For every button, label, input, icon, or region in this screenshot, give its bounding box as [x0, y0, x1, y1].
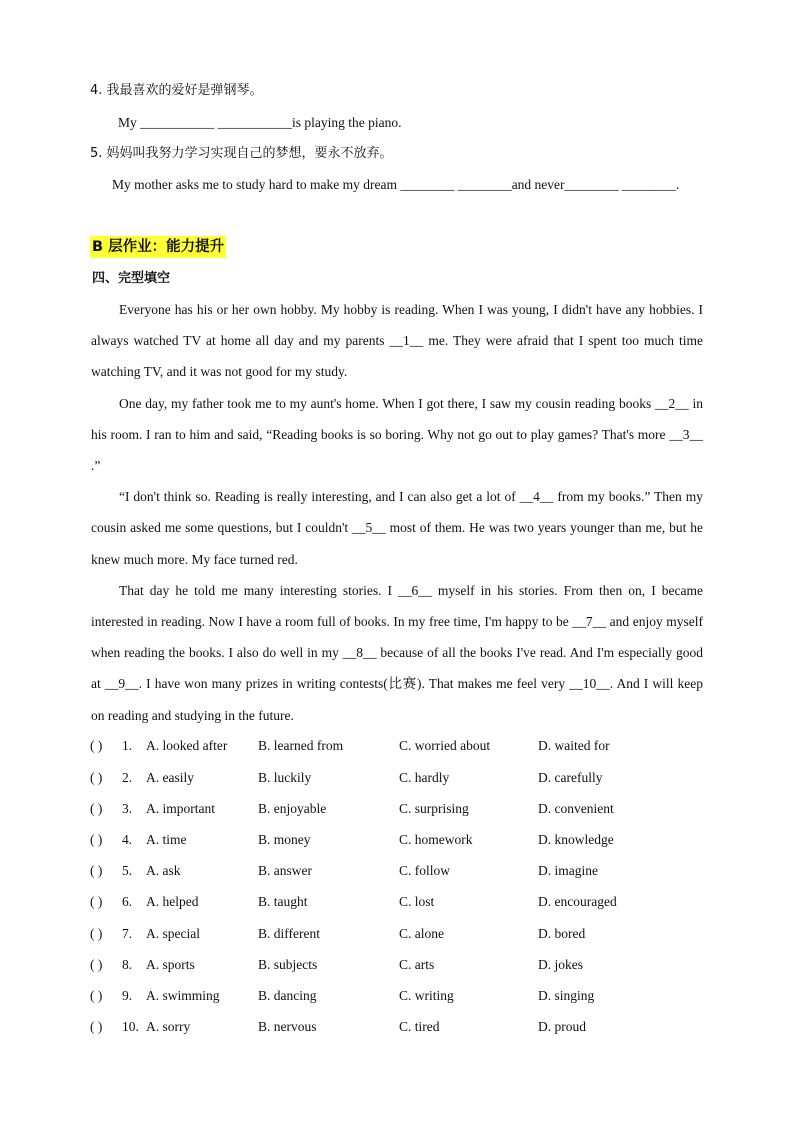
option-b: B. enjoyable: [258, 801, 327, 816]
option-b: B. luckily: [258, 770, 312, 785]
answer-blank[interactable]: ( ): [90, 988, 103, 1003]
option-a: A. sorry: [146, 1019, 191, 1034]
cloze-passage: [91, 294, 703, 731]
option-b: B. dancing: [258, 988, 317, 1003]
answer-blank[interactable]: ( ): [90, 926, 103, 941]
option-b: B. money: [258, 832, 311, 847]
option-c: C. homework: [399, 832, 473, 847]
option-c: C. hardly: [399, 770, 450, 785]
option-b: B. learned from: [258, 738, 344, 753]
option-b: B. subjects: [258, 957, 318, 972]
option-c: C. tired: [399, 1019, 440, 1034]
option-d: D. proud: [538, 1019, 586, 1034]
option-d: D. bored: [538, 926, 586, 941]
option-a: A. looked after: [146, 738, 228, 753]
section-heading-b: B 层作业：能力提升: [90, 236, 226, 258]
question-number: 2.: [122, 770, 133, 785]
option-a: A. ask: [146, 863, 181, 878]
passage-paragraph: Everyone has his or her own hobby. My hobby is reading. When I was young, I didn't have any hobbies. I always watched TV at home all day and my parents __1__ me. They were afraid that I spent too much time watching TV, and it was not good for my study.: [91, 302, 703, 380]
passage-paragraph: That day he told me many interesting stories. I __6__ myself in his stories. From then on, I became interested in reading. Now I have a room full of books. In my free time, I'm happy to be __7__ and enjoy myself when reading the books. I also do well in my __8__ because of all the books I've read. And I'm especially good at __9__. I have won many prizes in writing contests(比赛). That makes me feel very __10__. And I will keep on reading and studying in the future.: [91, 582, 703, 723]
question-number: 3.: [122, 801, 133, 816]
option-c: C. follow: [399, 863, 451, 878]
option-b: B. answer: [258, 863, 312, 878]
option-d: D. waited for: [538, 738, 610, 753]
question-number: 7.: [122, 926, 133, 941]
answer-blank[interactable]: ( ): [90, 801, 103, 816]
option-a: A. easily: [146, 770, 194, 785]
option-d: D. jokes: [538, 957, 583, 972]
option-d: D. knowledge: [538, 832, 614, 847]
question-number: 4.: [122, 832, 133, 847]
option-d: D. singing: [538, 988, 595, 1003]
translation-item-5-chinese: 5. 妈妈叫我努力学习实现自己的梦想，要永不放弃。: [90, 146, 393, 161]
question-number: 5.: [122, 863, 133, 878]
option-a: A. time: [146, 832, 187, 847]
option-c: C. writing: [399, 988, 454, 1003]
answer-blank[interactable]: ( ): [90, 957, 103, 972]
option-a: A. helped: [146, 894, 199, 909]
question-number: 9.: [122, 988, 133, 1003]
question-number: 6.: [122, 894, 133, 909]
option-a: A. special: [146, 926, 200, 941]
option-b: B. different: [258, 926, 320, 941]
option-d: D. convenient: [538, 801, 614, 816]
option-d: D. carefully: [538, 770, 603, 785]
answer-blank[interactable]: ( ): [90, 738, 103, 753]
translation-item-5-english: My mother asks me to study hard to make my dream ________ ________and never________ ________.: [112, 177, 680, 192]
option-c: C. arts: [399, 957, 435, 972]
translation-item-4-chinese: 4. 我最喜欢的爱好是弹钢琴。: [90, 83, 263, 98]
option-c: C. surprising: [399, 801, 469, 816]
passage-paragraph: One day, my father took me to my aunt's home. When I got there, I saw my cousin reading books __2__ in his room. I ran to him and said, “Reading books is so boring. Why not go out to play games? That's more __3__ .”: [91, 395, 703, 474]
question-number: 10.: [122, 1019, 139, 1034]
translation-item-4-english: My ___________ ___________is playing the piano.: [118, 115, 402, 130]
option-a: A. swimming: [146, 988, 220, 1003]
question-number: 1.: [122, 738, 133, 753]
option-a: A. important: [146, 801, 215, 816]
passage-paragraph: “I don't think so. Reading is really interesting, and I can also get a lot of __4__ from my books.” Then my cousin asked me some questions, but I couldn't __5__ most of them. He was two years younger than me, but he knew much more. My face turned red.: [91, 489, 703, 567]
question-number: 8.: [122, 957, 133, 972]
answer-blank[interactable]: ( ): [90, 1019, 103, 1034]
answer-blank[interactable]: ( ): [90, 894, 103, 909]
option-a: A. sports: [146, 957, 195, 972]
answer-blank[interactable]: ( ): [90, 863, 103, 878]
option-c: C. worried about: [399, 738, 491, 753]
section-title-cloze: 四、完型填空: [92, 271, 171, 286]
option-c: C. lost: [399, 894, 435, 909]
option-d: D. imagine: [538, 863, 598, 878]
answer-blank[interactable]: ( ): [90, 770, 103, 785]
option-b: B. nervous: [258, 1019, 317, 1034]
option-b: B. taught: [258, 894, 308, 909]
option-c: C. alone: [399, 926, 444, 941]
option-d: D. encouraged: [538, 894, 617, 909]
answer-blank[interactable]: ( ): [90, 832, 103, 847]
